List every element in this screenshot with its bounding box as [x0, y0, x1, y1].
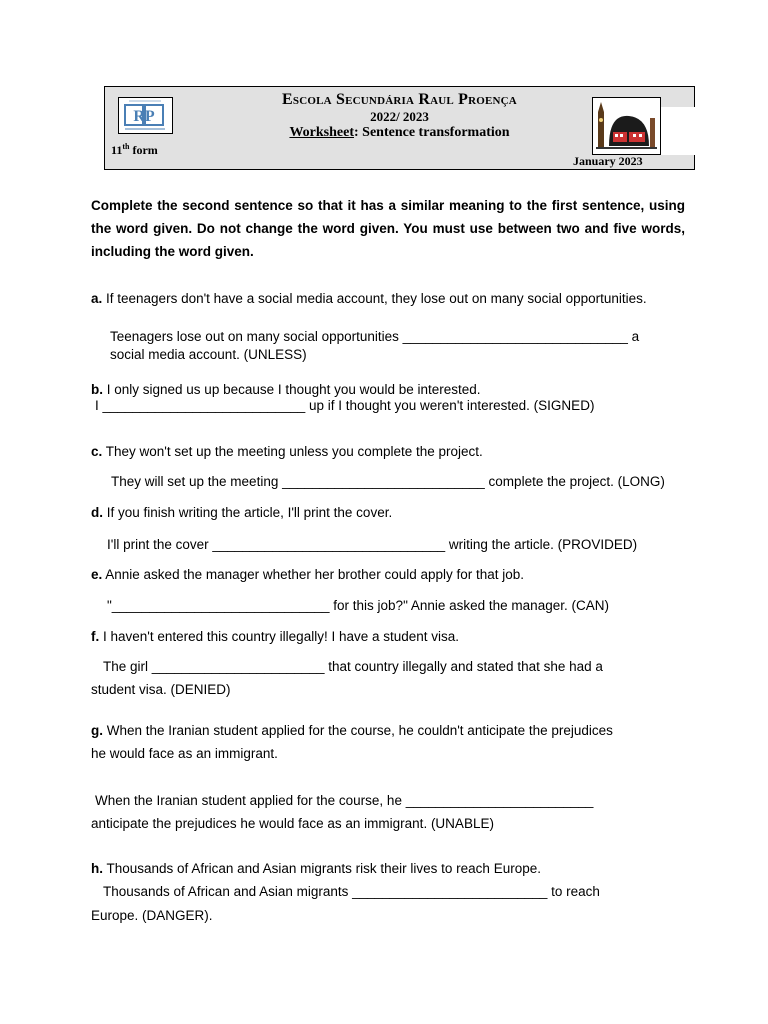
item-letter: e.: [91, 567, 103, 582]
item-letter: f.: [91, 629, 100, 644]
header-right-panel: [661, 107, 695, 155]
form-suffix: th: [122, 142, 130, 151]
item-c-answer: They will set up the meeting ___________________________ complete the project. (LONG): [111, 474, 665, 489]
form-level: [111, 142, 158, 158]
item-f-original: [91, 628, 459, 645]
item-letter: d.: [91, 505, 103, 520]
item-letter: g.: [91, 723, 103, 738]
worksheet-header: [104, 86, 695, 170]
item-text: They won't set up the meeting unless you complete the project.: [102, 444, 483, 459]
worksheet-topic: : Sentence transformation: [354, 125, 510, 140]
item-f-answer-cont: student visa. (DENIED): [91, 682, 231, 697]
item-h-answer-cont: Europe. (DANGER).: [91, 908, 213, 923]
item-text: When the Iranian student applied for the course, he couldn't anticipate the prejudices: [103, 723, 613, 738]
item-g-original-cont: he would face as an immigrant.: [91, 746, 278, 761]
item-letter: a.: [91, 291, 103, 306]
school-year: 2022/ 2023: [370, 109, 429, 124]
item-text: Annie asked the manager whether her brother could apply for that job.: [102, 567, 525, 582]
item-b-original: [91, 381, 481, 398]
worksheet-label: Worksheet: [289, 125, 355, 140]
item-text: Thousands of African and Asian migrants risk their lives to reach Europe.: [103, 861, 541, 876]
item-a-answer-cont: social media account. (UNLESS): [110, 347, 307, 362]
item-a-original: [91, 290, 647, 307]
form-word: form: [129, 143, 158, 157]
item-c-original: [91, 443, 483, 460]
item-g-answer: When the Iranian student applied for the course, he _________________________: [95, 793, 594, 808]
item-d-answer: I'll print the cover _______________________________ writing the article. (PROVIDED): [107, 537, 638, 552]
london-landmarks-image: [592, 97, 661, 155]
svg-text:RP: RP: [133, 108, 155, 125]
instructions: Complete the second sentence so that it has a similar meaning to the first sentence, using the word given. Do not change the word given. You must use between two and five words, including the word given.: [91, 198, 685, 259]
item-h-answer: Thousands of African and Asian migrants __________________________ to reach: [103, 884, 600, 899]
item-text: I haven't entered this country illegally! I have a student visa.: [99, 629, 460, 644]
worksheet-date: January 2023: [573, 154, 643, 168]
item-g-original: [91, 722, 613, 739]
item-g-answer-cont: anticipate the prejudices he would face as an immigrant. (UNABLE): [91, 816, 494, 831]
item-letter: h.: [91, 861, 103, 876]
item-b-answer: I ___________________________ up if I thought you weren't interested. (SIGNED): [95, 398, 595, 413]
item-e-answer: "_____________________________ for this job?" Annie asked the manager. (CAN): [107, 598, 609, 613]
item-letter: c.: [91, 444, 103, 459]
item-a-answer: Teenagers lose out on many social opportunities ______________________________ a: [110, 329, 640, 344]
item-text: If you finish writing the article, I'll print the cover.: [103, 505, 393, 520]
item-text: I only signed us up because I thought you would be interested.: [103, 382, 481, 397]
item-letter: b.: [91, 382, 103, 397]
item-f-answer: The girl _______________________ that country illegally and stated that she had a: [103, 659, 603, 674]
item-text: If teenagers don't have a social media account, they lose out on many social opportunities.: [102, 291, 647, 306]
school-name: Escola Secundária Raul Proença: [282, 91, 517, 108]
form-number: 11: [111, 143, 123, 157]
item-d-original: [91, 504, 392, 521]
london-landmarks-icon: [593, 98, 660, 154]
item-e-original: [91, 566, 524, 583]
item-h-original: [91, 860, 541, 877]
